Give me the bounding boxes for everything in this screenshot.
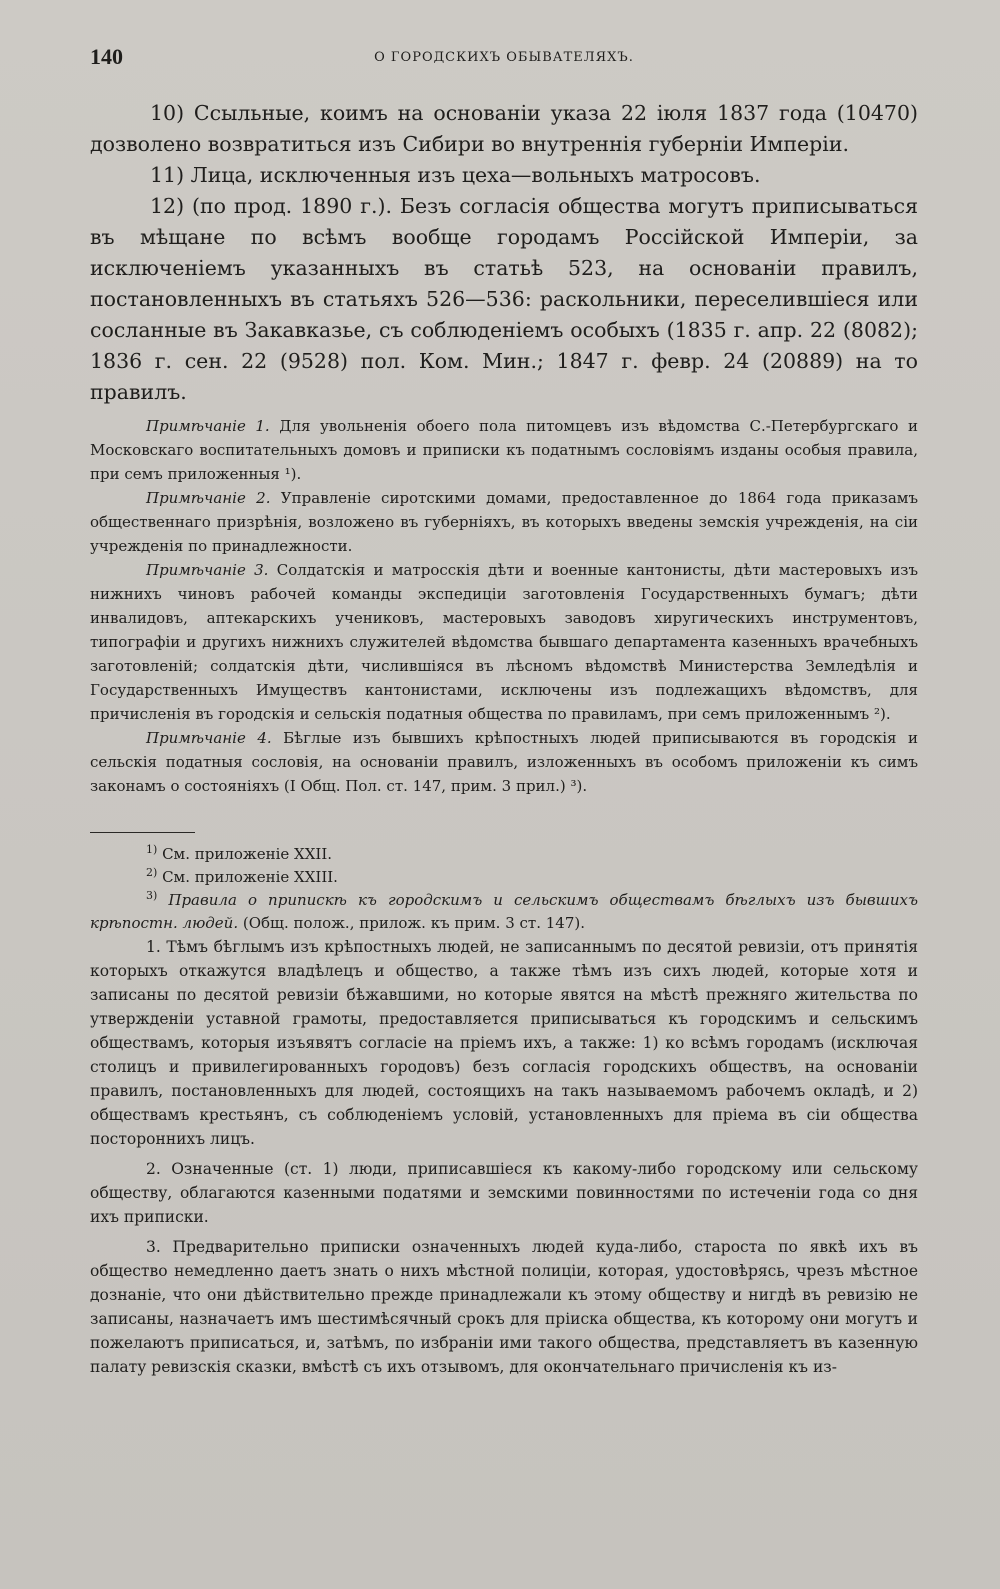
paragraph-11: 11) Лица, исключенныя изъ цеха—вольныхъ матросовъ.: [150, 163, 761, 187]
footnote-text: См. приложенiе XXIII.: [162, 868, 338, 886]
footnote-3-source: (Общ. полож., прилож. къ прим. 3 ст. 147).: [238, 914, 586, 932]
footnote-2: [90, 866, 918, 889]
footnote-mark: 1): [146, 843, 158, 856]
footnotes-section: [90, 843, 918, 935]
paragraph-10: 10) Ссыльные, коимъ на основанiи указа 22 iюля 1837 года (10470) дозволено возвратиться изъ Сибири во внутреннiя губернiи Имперiи.: [90, 101, 918, 156]
footnote-divider: [90, 832, 195, 833]
paragraph-12: 12) (по прод. 1890 г.). Безъ согласiя общества могутъ приписываться въ мѣщане по всѣмъ вообще городамъ Россiйской Имперiи, за исключенiемъ указанныхъ въ статьѣ 523, на основанiи правилъ, постановленныхъ въ статьяхъ 526—536: раскольники, переселившiеся или сосланные въ Закавказье, съ соблюденiемъ особыхъ (1835 г. апр. 22 (8082); 1836 г. сен. 22 (9528) пол. Ком. Мин.; 1847 г. февр. 24 (20889) на то правилъ.: [90, 194, 918, 404]
main-text: [90, 98, 918, 408]
footnote-1: [90, 843, 918, 866]
running-title: О ГОРОДСКИХЪ ОБЫВАТЕЛЯХЪ.: [374, 50, 634, 65]
note-text: Бѣглые изъ бывшихъ крѣпостныхъ людей приписываются въ городскiя и сельскiя податныя сословiя, на основанiи правилъ, изложенныхъ въ особомъ приложенiи къ симъ законамъ о состоянiяхъ (I Общ. Пол. ст. 147, прим. 3 прил.) ³).: [90, 729, 918, 795]
note-text: Солдатскiя и матросскiя дѣти и военные кантонисты, дѣти мастеровыхъ изъ нижнихъ чиновъ рабочей команды экспедицiи заготовленiя Государственныхъ бумагъ; дѣти инвалидовъ, аптекарскихъ учениковъ, мастеровыхъ заводовъ хиругическихъ инструментовъ, типографiи и другихъ нижнихъ служителей вѣдомства бывшаго департамента казенныхъ врачебныхъ заготовленiй; солдатскiя дѣти, числившiяся въ лѣсномъ вѣдомствѣ Министерства Земледѣлiя и Государственныхъ Имуществъ кантонистами, исключены изъ подлежащихъ вѣдомствъ, для причисленiя въ городскiя и сельскiя податныя общества по правиламъ, при семъ приложеннымъ ²).: [90, 561, 918, 723]
note-2: [90, 486, 918, 558]
rule-2: 2. Означенные (ст. 1) люди, приписавшiеся къ какому-либо городскому или сельскому обществу, облагаются казенными податями и земскими повинностями по истеченiи года со дня ихъ приписки.: [90, 1160, 918, 1226]
page-header: [90, 40, 918, 80]
footnote-text: См. приложенiе XXII.: [162, 845, 333, 863]
note-label: Примѣчанiе 2.: [146, 489, 271, 507]
page-number: 140: [90, 44, 123, 69]
notes-section: [90, 414, 918, 798]
note-label: Примѣчанiе 3.: [146, 561, 269, 579]
note-text: Для увольненiя обоего пола питомцевъ изъ вѣдомства С.-Петербургскаго и Московскаго воспитательныхъ домовъ и приписки къ податнымъ сословiямъ изданы особыя правила, при семъ приложенныя ¹).: [90, 417, 918, 483]
note-1: [90, 414, 918, 486]
footnote-3: [90, 889, 918, 935]
note-label: Примѣчанiе 1.: [146, 417, 270, 435]
footnote-mark: 2): [146, 866, 158, 879]
note-label: Примѣчанiе 4.: [146, 729, 272, 747]
rules-section: [90, 935, 918, 1379]
note-3: [90, 558, 918, 726]
note-text: Управленiе сиротскими домами, предоставленное до 1864 года приказамъ общественнаго призрѣнiя, возложено въ губернiяхъ, въ которыхъ введены земскiя учрежденiя, на сiи учрежденiя по принадлежности.: [90, 489, 918, 555]
footnote-3-title: Правила о припискѣ къ городскимъ и сельскимъ обществамъ бѣглыхъ изъ бывшихъ крѣпостн. людей.: [90, 891, 918, 932]
rule-1: 1. Тѣмъ бѣглымъ изъ крѣпостныхъ людей, не записаннымъ по десятой ревизiи, отъ принятiя которыхъ откажутся владѣлецъ и общество, а также тѣмъ изъ сихъ людей, которые хотя и записаны по десятой ревизiи бѣжавшими, но которые явятся на мѣстѣ прежняго жительства по утвержденiи уставной грамоты, предоставляется приписываться къ городскимъ и сельскимъ обществамъ, которыя изъявятъ согласiе на прiемъ ихъ, а также: 1) ко всѣмъ городамъ (исключая столицъ и привилегированныхъ городовъ) безъ согласiя городскихъ обществъ, на основанiи правилъ, постановленныхъ для людей, состоящихъ на такъ называемомъ рабочемъ окладѣ, и 2) обществамъ крестьянъ, съ соблюденiемъ условiй, установленныхъ для прiема въ сiи общества постороннихъ лицъ.: [90, 938, 918, 1148]
note-4: [90, 726, 918, 798]
footnote-mark: 3): [146, 889, 158, 902]
rule-3: 3. Предварительно приписки означенныхъ людей куда-либо, староста по явкѣ ихъ въ общество немедленно даетъ знать о нихъ мѣстной полицiи, которая, удостовѣрясь, чрезъ мѣстное дознанiе, что они дѣйствительно прежде принадлежали къ этому обществу и нигдѣ въ ревизiю не записаны, назначаетъ имъ шестимѣсячный срокъ для прiиска общества, къ которому они могутъ и пожелаютъ приписаться, и, затѣмъ, по избранiи ими такого общества, представляетъ въ казенную палату ревизскiя сказки, вмѣстѣ съ ихъ отзывомъ, для окончательнаго причисленiя къ из-: [90, 1238, 918, 1376]
